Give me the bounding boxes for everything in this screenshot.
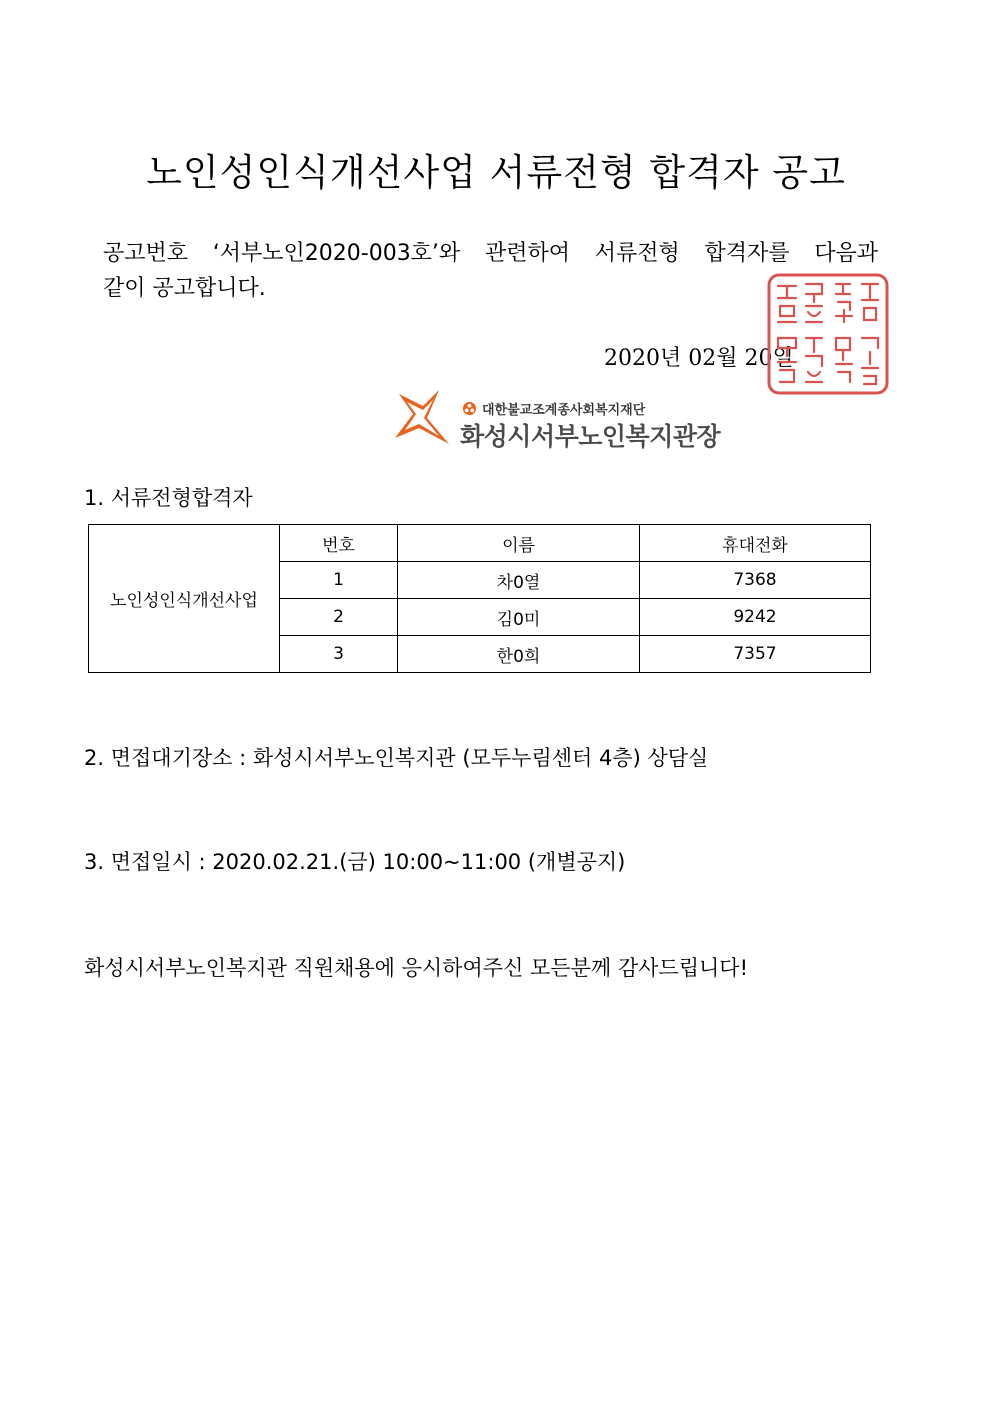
table-cell: 9242 [640, 599, 871, 636]
organization-name: 화성시서부노인복지관장 [460, 422, 721, 451]
intro-word: 공고번호 [103, 241, 189, 266]
logo-star-icon [393, 388, 451, 450]
closing-message: 화성시서부노인복지관 직원채용에 응시하여주신 모든분께 감사드립니다! [84, 956, 748, 980]
foundation-name: 대한불교조계종사회복지재단 [482, 403, 646, 418]
intro-line-2: 같이 공고합니다. [103, 276, 266, 301]
intro-word: ‘서부노인2020-003호’와 [212, 241, 461, 266]
foundation-name-row [462, 399, 645, 418]
table-cell: 김0미 [398, 599, 640, 636]
table-header-row [89, 525, 871, 562]
column-header: 이름 [398, 525, 640, 562]
table-cell: 7368 [640, 562, 871, 599]
column-header: 번호 [280, 525, 398, 562]
table-cell: 7357 [640, 636, 871, 673]
column-header: 휴대전화 [640, 525, 871, 562]
intro-word: 관련하여 [484, 241, 570, 266]
dharma-wheel-icon [462, 401, 477, 416]
section-2-interview-location: 2. 면접대기장소 : 화성시서부노인복지관 (모두누림센터 4층) 상담실 [84, 746, 709, 770]
intro-word: 서류전형 [594, 241, 680, 266]
section-1-heading: 1. 서류전형합격자 [84, 486, 253, 510]
table-cell: 차0열 [398, 562, 640, 599]
table-cell: 2 [280, 599, 398, 636]
intro-line-1 [103, 236, 878, 267]
passers-table [88, 524, 871, 673]
intro-word: 다음과 [814, 241, 878, 266]
official-seal-icon [766, 272, 890, 396]
table-cell: 한0희 [398, 636, 640, 673]
page-title: 노인성인식개선사업 서류전형 합격자 공고 [146, 151, 846, 194]
table-cell: 3 [280, 636, 398, 673]
table-cell: 1 [280, 562, 398, 599]
notice-date: 2020년 02월 20일 [604, 346, 794, 371]
program-name-cell: 노인성인식개선사업 [89, 525, 280, 673]
intro-word: 합격자를 [704, 241, 790, 266]
section-3-interview-time: 3. 면접일시 : 2020.02.21.(금) 10:00~11:00 (개별공지) [84, 850, 626, 874]
